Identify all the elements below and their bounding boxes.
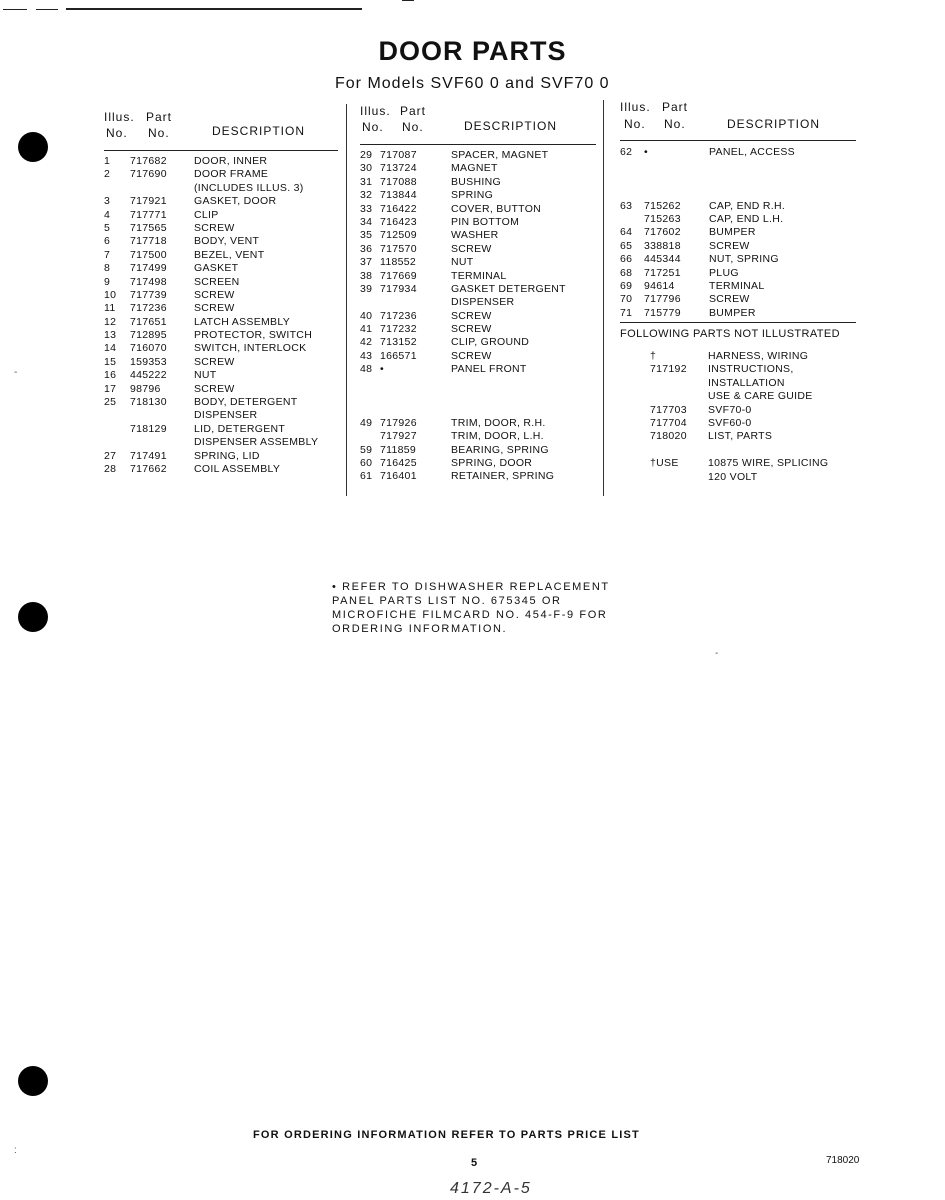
part-description: SCREEN — [194, 275, 240, 288]
part-description: SCREW — [194, 221, 235, 234]
illus-number: 64 — [620, 226, 633, 239]
part-description: SPACER, MAGNET — [451, 149, 549, 161]
part-row — [360, 270, 596, 283]
part-description: DOOR, INNER — [194, 155, 268, 167]
part-row — [104, 195, 338, 208]
page-number: 5 — [471, 1157, 478, 1169]
part-row — [104, 155, 338, 168]
part-number: 718020 — [650, 430, 687, 443]
top-rule-tick — [402, 0, 414, 1]
part-description: SCREW — [451, 309, 492, 322]
illus-number: 31 — [360, 175, 373, 188]
illus-number: 42 — [360, 336, 373, 349]
not-illustrated-heading: FOLLOWING PARTS NOT ILLUSTRATED — [620, 322, 856, 340]
part-description: CLIP, GROUND — [451, 336, 530, 349]
illus-number: 69 — [620, 279, 633, 292]
part-number: 717926 — [380, 416, 417, 429]
column-divider-right — [603, 100, 604, 496]
top-rule-short-2 — [36, 9, 58, 10]
part-row — [104, 168, 338, 181]
part-row — [620, 146, 856, 159]
document-number: 718020 — [826, 1155, 860, 1166]
part-number: 94614 — [644, 279, 675, 292]
scan-speck: : — [14, 1145, 17, 1156]
part-row — [360, 336, 596, 349]
part-number: 717088 — [380, 175, 417, 188]
part-number: 717251 — [644, 266, 681, 279]
note-line: ORDERING INFORMATION. — [332, 623, 508, 635]
part-row — [620, 293, 856, 306]
part-description: NUT, SPRING — [709, 253, 779, 266]
part-description: SCREW — [194, 288, 235, 301]
header-description-label: DESCRIPTION — [727, 117, 821, 131]
part-row — [360, 363, 596, 376]
ordering-note — [332, 580, 610, 636]
part-description: INSTRUCTIONS, — [708, 363, 794, 376]
illus-number: 12 — [104, 315, 117, 328]
illus-number: 34 — [360, 215, 373, 228]
part-number: 717491 — [130, 449, 167, 462]
part-description: HARNESS, WIRING — [708, 350, 809, 363]
part-description: SPRING — [451, 189, 494, 202]
part-row — [104, 396, 338, 409]
part-row — [360, 229, 596, 242]
part-description: CAP, END L.H. — [709, 212, 784, 225]
header-illus-no-label: No. — [362, 120, 384, 134]
column-1-rows — [104, 155, 338, 476]
part-row — [104, 182, 338, 195]
part-number: 717500 — [130, 248, 167, 261]
part-row — [104, 356, 338, 369]
part-number: 445344 — [644, 253, 681, 266]
part-row — [104, 302, 338, 315]
part-number: • — [644, 146, 648, 158]
part-description: PIN BOTTOM — [451, 215, 520, 228]
part-row — [620, 267, 856, 280]
part-row — [620, 240, 856, 253]
illus-number: 17 — [104, 382, 117, 395]
header-part-label: Part — [400, 104, 427, 118]
illus-number: 16 — [104, 369, 117, 382]
part-description: BUMPER — [709, 306, 756, 319]
part-description: WASHER — [451, 229, 499, 242]
part-row — [360, 350, 596, 363]
illus-number: 37 — [360, 256, 373, 269]
illus-number: 71 — [620, 306, 633, 319]
not-illustrated-row — [620, 417, 856, 430]
part-number: † — [650, 350, 657, 363]
illus-number: 9 — [104, 275, 111, 288]
part-row — [620, 200, 856, 213]
part-number: 717704 — [650, 417, 687, 430]
part-number: †USE — [650, 457, 679, 470]
part-description: BEARING, SPRING — [451, 443, 549, 456]
part-description: USE & CARE GUIDE — [708, 390, 813, 403]
part-description: TERMINAL — [451, 269, 507, 282]
page-title: DOOR PARTS — [378, 36, 567, 66]
part-number: 717739 — [130, 288, 167, 301]
illus-number: 40 — [360, 309, 373, 322]
header-description-label: DESCRIPTION — [212, 124, 306, 138]
part-description: 10875 WIRE, SPLICING — [708, 457, 829, 470]
part-number: 717927 — [380, 430, 417, 443]
part-row — [360, 203, 596, 216]
part-description: SCREW — [451, 323, 492, 336]
part-row — [104, 289, 338, 302]
illus-number: 7 — [104, 248, 111, 261]
illus-number: 65 — [620, 239, 633, 252]
part-row — [104, 262, 338, 275]
header-illus-no-label: No. — [106, 126, 128, 140]
part-row — [104, 316, 338, 329]
part-description: SCREW — [709, 239, 750, 252]
part-row — [360, 243, 596, 256]
part-row — [360, 256, 596, 269]
part-row — [104, 222, 338, 235]
part-description: SCREW — [709, 293, 750, 306]
part-description: DISPENSER — [194, 409, 258, 422]
top-rule-short — [3, 9, 27, 10]
part-description: BODY, DETERGENT — [194, 396, 298, 409]
part-description: SCREW — [194, 355, 235, 368]
part-number: 118552 — [380, 256, 417, 269]
header-illus-label: Illus. — [620, 100, 651, 114]
part-row — [620, 280, 856, 293]
illus-number: 68 — [620, 266, 633, 279]
handwritten-mark: 4172-A-5 — [450, 1180, 532, 1197]
header-part-no-label: No. — [664, 117, 686, 131]
part-number: 717662 — [130, 462, 167, 475]
illus-number: 27 — [104, 449, 117, 462]
part-number: 716070 — [130, 342, 167, 355]
illus-number: 4 — [104, 208, 111, 221]
part-number: 717703 — [650, 403, 687, 416]
part-row — [360, 296, 596, 309]
part-row — [360, 444, 596, 457]
illus-number: 66 — [620, 253, 633, 266]
column-1-header — [104, 110, 338, 151]
part-description: TRIM, DOOR, L.H. — [451, 430, 544, 443]
part-row — [360, 149, 596, 162]
part-description: INSTALLATION — [708, 376, 785, 389]
illus-number: 49 — [360, 416, 373, 429]
part-number: 717087 — [380, 149, 417, 161]
part-number: 715263 — [644, 212, 681, 225]
part-description: BUSHING — [451, 175, 501, 188]
part-description: DISPENSER ASSEMBLY — [194, 436, 319, 449]
part-description: CAP, END R.H. — [709, 199, 786, 212]
note-line: PANEL PARTS LIST NO. 675345 OR — [332, 595, 562, 607]
illus-number: 62 — [620, 146, 633, 158]
part-description: BUMPER — [709, 226, 756, 239]
part-row — [360, 377, 596, 390]
part-description: SCREW — [451, 349, 492, 362]
part-row — [104, 423, 338, 436]
part-description: SCREW — [451, 242, 492, 255]
page-subtitle: For Models SVF60 0 and SVF70 0 — [335, 75, 610, 92]
binder-hole-top — [18, 132, 48, 162]
binder-hole-middle — [18, 602, 48, 632]
header-illus-no-label: No. — [624, 117, 646, 131]
illus-number: 14 — [104, 342, 117, 355]
part-row — [104, 235, 338, 248]
part-row — [360, 323, 596, 336]
part-row — [104, 463, 338, 476]
illus-number: 3 — [104, 195, 111, 208]
part-row — [104, 383, 338, 396]
illus-number: 8 — [104, 262, 111, 275]
part-description: SPRING, DOOR — [451, 456, 533, 469]
part-number: 713844 — [380, 189, 417, 202]
part-row — [360, 430, 596, 443]
part-number: 713724 — [380, 162, 417, 175]
part-number: 718129 — [130, 422, 167, 435]
part-row — [360, 162, 596, 175]
illus-number: 38 — [360, 269, 373, 282]
part-row — [104, 450, 338, 463]
part-number: 717651 — [130, 315, 167, 328]
header-part-no-label: No. — [148, 126, 170, 140]
illus-number: 32 — [360, 189, 373, 202]
part-number: • — [380, 363, 384, 376]
part-number: 717602 — [644, 226, 681, 239]
part-description: TERMINAL — [709, 279, 765, 292]
part-description: LATCH ASSEMBLY — [194, 315, 291, 328]
not-illustrated-row — [620, 471, 856, 484]
not-illustrated-row — [620, 430, 856, 443]
part-row — [104, 369, 338, 382]
part-number: 717682 — [130, 155, 167, 167]
header-part-no-label: No. — [402, 120, 424, 134]
column-2-header — [360, 104, 596, 145]
part-description: (INCLUDES ILLUS. 3) — [194, 181, 304, 194]
part-row — [104, 209, 338, 222]
illus-number: 29 — [360, 149, 373, 161]
part-description: MAGNET — [451, 162, 498, 175]
part-number: 716423 — [380, 215, 417, 228]
illus-number: 48 — [360, 363, 373, 376]
part-description: NUT — [451, 256, 474, 269]
not-illustrated-row — [620, 457, 856, 470]
part-row — [360, 470, 596, 483]
part-number: 717771 — [130, 208, 167, 221]
not-illustrated-row — [620, 377, 856, 390]
scan-speck: - — [715, 648, 719, 659]
part-number: 717796 — [644, 293, 681, 306]
column-3-rows — [620, 146, 856, 320]
part-row — [360, 310, 596, 323]
part-description: SCREW — [194, 382, 235, 395]
binder-hole-bottom — [18, 1066, 48, 1096]
part-row — [620, 253, 856, 266]
parts-column-3 — [620, 100, 856, 484]
part-row — [360, 176, 596, 189]
part-description: GASKET, DOOR — [194, 195, 277, 208]
part-number: 711859 — [380, 443, 417, 456]
illus-number: 60 — [360, 456, 373, 469]
header-illus-label: Illus. — [360, 104, 391, 118]
part-description: COVER, BUTTON — [451, 202, 542, 215]
part-row — [104, 342, 338, 355]
part-row — [620, 226, 856, 239]
illus-number: 41 — [360, 323, 373, 336]
part-row — [360, 390, 596, 403]
column-divider-left — [346, 104, 347, 496]
part-description: PLUG — [709, 266, 739, 279]
part-row — [360, 457, 596, 470]
part-description: RETAINER, SPRING — [451, 470, 555, 483]
part-row — [104, 329, 338, 342]
illus-number: 10 — [104, 288, 117, 301]
part-description: BEZEL, VENT — [194, 248, 265, 261]
illus-number: 63 — [620, 199, 633, 212]
top-rule-long — [66, 8, 362, 10]
not-illustrated-rows — [620, 350, 856, 484]
price-list-footer: FOR ORDERING INFORMATION REFER TO PARTS PRICE LIST — [253, 1129, 640, 1141]
illus-number: 5 — [104, 221, 111, 234]
part-description: NUT — [194, 369, 217, 382]
part-number: 717192 — [650, 363, 687, 376]
part-number: 159353 — [130, 355, 167, 368]
column-2-rows — [360, 149, 596, 484]
part-number: 716401 — [380, 470, 417, 483]
part-number: 717669 — [380, 269, 417, 282]
part-row — [620, 186, 856, 199]
part-row — [620, 307, 856, 320]
not-illustrated-row — [620, 444, 856, 457]
part-row — [104, 436, 338, 449]
scan-speck: - — [14, 367, 18, 378]
column-3-header — [620, 100, 856, 141]
illus-number: 36 — [360, 242, 373, 255]
part-description: GASKET DETERGENT — [451, 282, 566, 295]
illus-number: 6 — [104, 235, 111, 248]
part-number: 716425 — [380, 456, 417, 469]
part-row — [620, 173, 856, 186]
not-illustrated-row — [620, 363, 856, 376]
part-number: 717236 — [130, 302, 167, 315]
part-number: 717499 — [130, 262, 167, 275]
part-number: 717570 — [380, 242, 417, 255]
header-illus-label: Illus. — [104, 110, 135, 124]
part-row — [360, 283, 596, 296]
illus-number: 1 — [104, 155, 111, 167]
illus-number: 61 — [360, 470, 373, 483]
not-illustrated-row — [620, 404, 856, 417]
part-number: 338818 — [644, 239, 681, 252]
parts-column-2 — [360, 104, 596, 484]
part-row — [620, 213, 856, 226]
part-number: 715262 — [644, 199, 681, 212]
header-part-label: Part — [662, 100, 689, 114]
part-description: LIST, PARTS — [708, 430, 773, 443]
part-row — [360, 417, 596, 430]
part-row — [620, 159, 856, 172]
part-description: GASKET — [194, 262, 239, 275]
part-description: LID, DETERGENT — [194, 422, 286, 435]
illus-number: 11 — [104, 302, 116, 315]
part-description: DOOR FRAME — [194, 168, 269, 181]
illus-number: 59 — [360, 443, 373, 456]
illus-number: 35 — [360, 229, 373, 242]
parts-column-1 — [104, 110, 338, 476]
part-row — [104, 249, 338, 262]
part-description: BODY, VENT — [194, 235, 260, 248]
part-number: 717565 — [130, 221, 167, 234]
illus-number: 39 — [360, 282, 373, 295]
note-line: • REFER TO DISHWASHER REPLACEMENT — [332, 581, 610, 593]
part-number: 717921 — [130, 195, 167, 208]
part-number: 718130 — [130, 396, 167, 409]
part-description: SCREW — [194, 302, 235, 315]
illus-number: 30 — [360, 162, 373, 175]
illus-number: 25 — [104, 396, 117, 409]
note-line: MICROFICHE FILMCARD NO. 454-F-9 FOR — [332, 609, 608, 621]
illus-number: 70 — [620, 293, 633, 306]
header-description-label: DESCRIPTION — [464, 119, 558, 133]
part-description: SWITCH, INTERLOCK — [194, 342, 307, 355]
illus-number: 15 — [104, 355, 117, 368]
part-description: DISPENSER — [451, 296, 515, 309]
part-description: SVF70-0 — [708, 403, 752, 416]
part-number: 717498 — [130, 275, 167, 288]
part-row — [104, 409, 338, 422]
part-description: CLIP — [194, 208, 219, 221]
part-number: 713152 — [380, 336, 417, 349]
part-description: SVF60-0 — [708, 417, 752, 430]
illus-number: 43 — [360, 349, 373, 362]
part-number: 717232 — [380, 323, 417, 336]
part-description: COIL ASSEMBLY — [194, 462, 281, 475]
part-number: 717690 — [130, 168, 167, 181]
part-description: PANEL FRONT — [451, 363, 527, 376]
part-number: 717934 — [380, 282, 417, 295]
part-description: PROTECTOR, SWITCH — [194, 329, 313, 342]
part-number: 716422 — [380, 202, 417, 215]
illus-number: 28 — [104, 462, 117, 475]
header-part-label: Part — [146, 110, 173, 124]
part-number: 712509 — [380, 229, 417, 242]
part-description: PANEL, ACCESS — [709, 146, 795, 158]
part-row — [360, 403, 596, 416]
not-illustrated-row — [620, 350, 856, 363]
part-row — [360, 216, 596, 229]
part-description: SPRING, LID — [194, 449, 260, 462]
part-row — [360, 189, 596, 202]
part-number: 717718 — [130, 235, 167, 248]
part-number: 445222 — [130, 369, 167, 382]
part-row — [104, 276, 338, 289]
part-number: 715779 — [644, 306, 681, 319]
part-description: 120 VOLT — [708, 470, 758, 483]
illus-number: 13 — [104, 329, 117, 342]
part-number: 166571 — [380, 349, 417, 362]
illus-number: 33 — [360, 202, 373, 215]
not-illustrated-row — [620, 390, 856, 403]
part-description: TRIM, DOOR, R.H. — [451, 416, 546, 429]
part-number: 98796 — [130, 382, 161, 395]
part-number: 712895 — [130, 329, 167, 342]
illus-number: 2 — [104, 168, 111, 181]
part-number: 717236 — [380, 309, 417, 322]
